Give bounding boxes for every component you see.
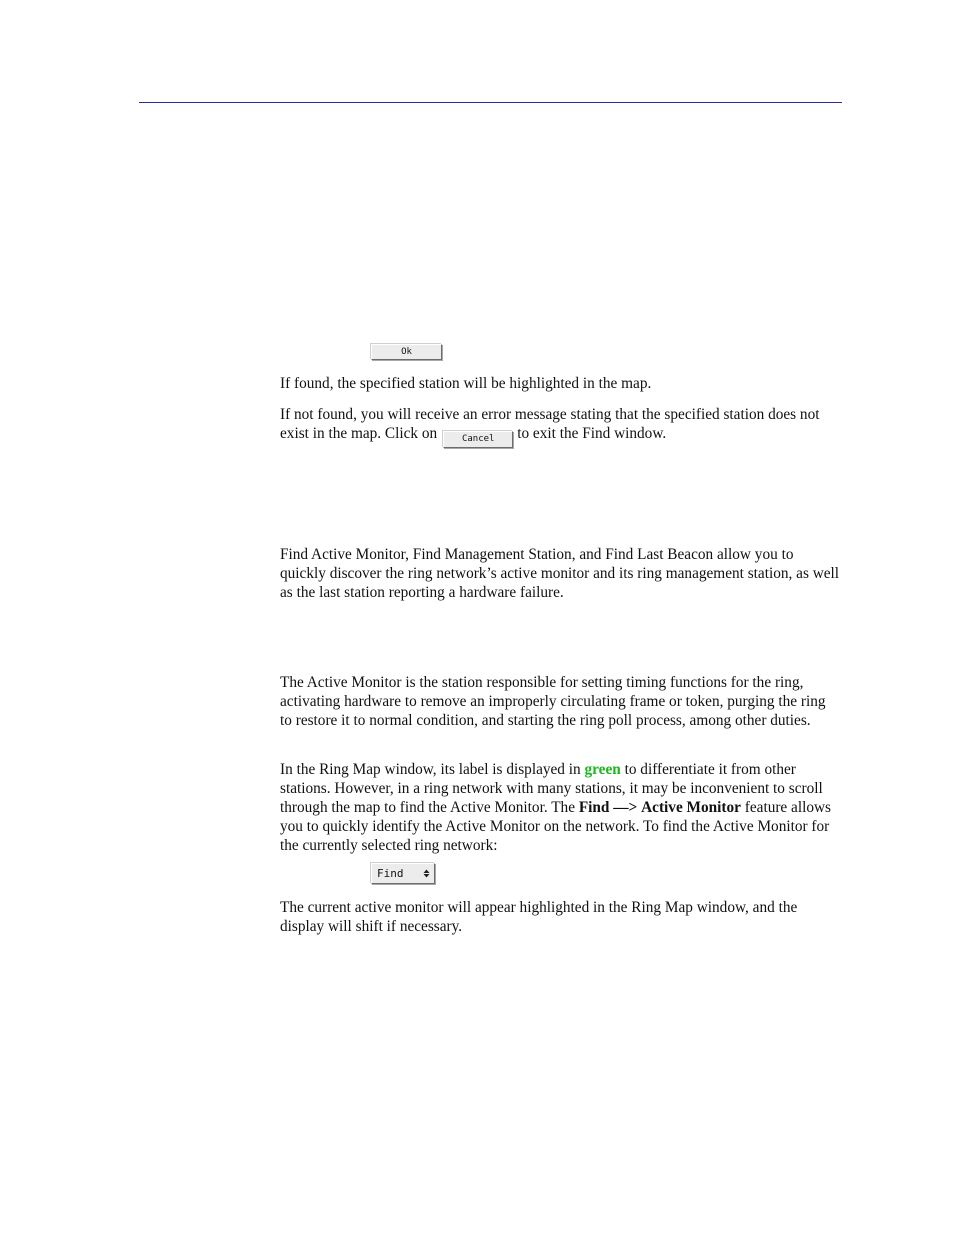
find-button-label: Find <box>377 867 404 880</box>
not-found-text: If not found, you will receive an error message stating that the specified station does not exist in the map. Click on <box>280 406 820 442</box>
found-paragraph: If found, the specified station will be highlighted in the map. <box>280 375 652 392</box>
active-monitor-description: The Active Monitor is the station responsible for setting timing functions for the ring, activating hardware to remove an improperly circulating frame or token, purging the ring to restore it to normal condition, and starting the ring poll process, among other duties. <box>280 674 826 729</box>
menu-path-find: Find —> <box>578 799 638 816</box>
header-rule <box>139 102 842 103</box>
find-menu-button[interactable] <box>371 863 435 884</box>
ok-button[interactable]: Ok <box>371 344 442 360</box>
label-text-1: In the Ring Map window, its label is displayed in <box>280 761 581 778</box>
not-found-paragraph <box>280 405 840 448</box>
active-monitor-label-paragraph <box>280 760 840 855</box>
menu-path-active-monitor: Active Monitor <box>641 799 741 816</box>
green-word: green <box>584 761 621 778</box>
label-text-2: to differentiate it from other stations. However, in a ring network with many stations, it may be inconvenient to scroll through the map to find the Active Monitor. The <box>280 761 823 816</box>
active-monitor-result-paragraph: The current active monitor will appear highlighted in the Ring Map window, and the display will shift if necessary. <box>280 899 798 935</box>
cancel-button[interactable]: Cancel <box>443 431 513 448</box>
dropdown-arrow-icon <box>423 869 430 878</box>
find-intro-paragraph: Find Active Monitor, Find Management Station, and Find Last Beacon allow you to quickly discover the ring network’s active monitor and its ring management station, as well as the last station reporting a hardware failure. <box>280 546 840 601</box>
label-text-3: feature allows you to quickly identify the Active Monitor on the network. To find the Active Monitor for the currently selected ring network: <box>280 799 831 854</box>
not-found-text-end: to exit the Find window. <box>517 425 667 442</box>
